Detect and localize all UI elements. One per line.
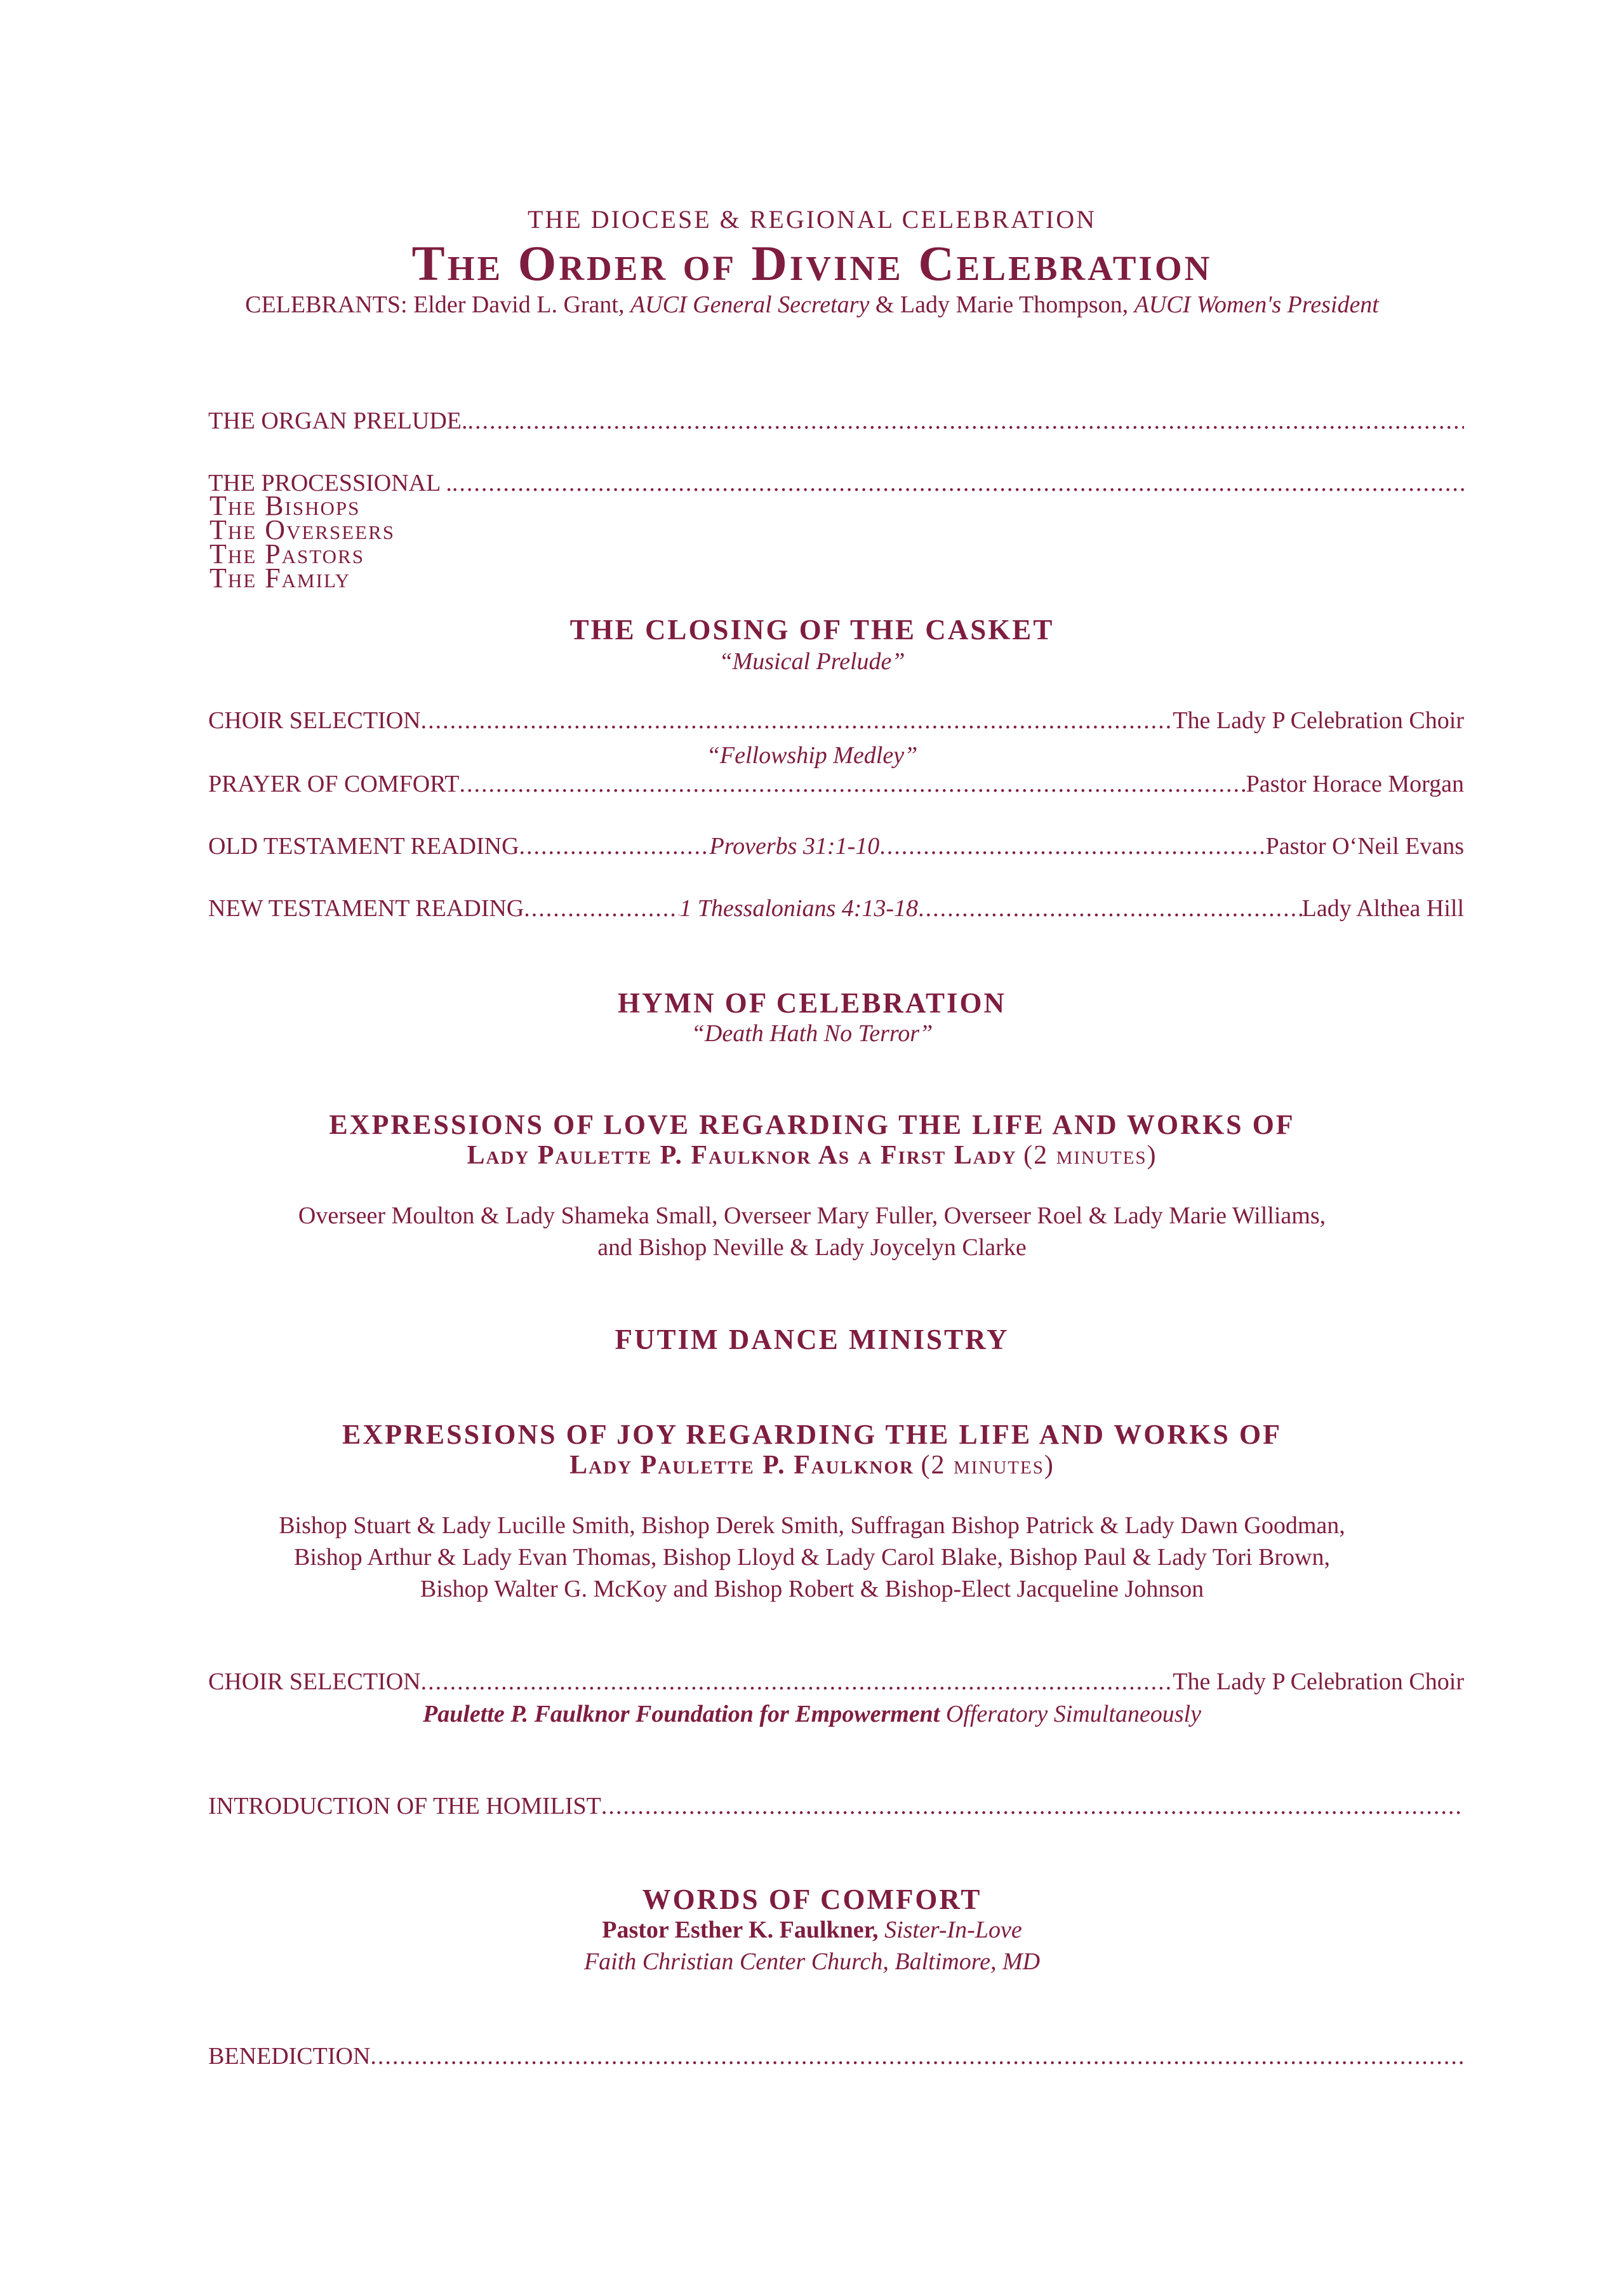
nt-passage: 1 Thessalonians 4:13-18 — [679, 895, 919, 922]
dot-leader — [452, 471, 1464, 495]
choir-selection-label: CHOIR SELECTION — [208, 707, 421, 734]
processional-list — [210, 490, 396, 594]
comfort-church: Faith Christian Center Church, Baltimore, MD — [583, 1948, 1041, 1975]
offertory-note: Offeratory Simultaneously — [945, 1701, 1201, 1727]
joy-speakers-line: Bishop Arthur & Lady Evan Thomas, Bishop Lloyd & Lady Carol Blake, Bishop Paul & Lady Tori Brown, — [294, 1544, 1330, 1571]
dot-leader — [467, 409, 1464, 433]
new-testament-row — [208, 896, 1464, 921]
processional-row — [208, 471, 1464, 495]
ot-reader: Pastor O‘Neil Evans — [1265, 833, 1464, 860]
choir-selection-title: “Fellowship Medley” — [706, 742, 918, 769]
benediction-row — [208, 2044, 1464, 2068]
love-subheading — [0, 1140, 1624, 1171]
dot-leader — [879, 834, 1265, 858]
joy-heading: EXPRESSIONS OF JOY REGARDING THE LIFE AND WORKS OF — [342, 1419, 1282, 1450]
words-of-comfort-heading: WORDS OF COMFORT — [642, 1884, 982, 1915]
dot-leader — [524, 896, 679, 921]
dot-leader — [601, 1794, 1464, 1818]
old-testament-row — [208, 834, 1464, 858]
hymn-title: “Death Hath No Terror” — [691, 1020, 933, 1047]
organ-prelude-label: THE ORGAN PRELUDE. — [208, 408, 468, 434]
joy-speakers-line: Bishop Stuart & Lady Lucille Smith, Bishop Derek Smith, Suffragan Bishop Patrick & Lady Dawn Goodman, — [279, 1512, 1345, 1539]
ot-label: OLD TESTAMENT READING — [208, 833, 519, 860]
prayer-of-comfort-row — [208, 772, 1464, 796]
processional-item: The Family — [210, 562, 351, 594]
dot-leader — [519, 834, 710, 858]
dot-leader — [459, 772, 1246, 796]
love-speakers-line: and Bishop Neville & Lady Joycelyn Clarke — [597, 1234, 1027, 1261]
choir-selection-2-row — [208, 1670, 1464, 1694]
love-speakers — [0, 1200, 1624, 1263]
prayer-label: PRAYER OF COMFORT — [208, 771, 460, 797]
processional-item: The Overseers — [210, 514, 396, 545]
homilist-label: INTRODUCTION OF THE HOMILIST — [208, 1793, 601, 1819]
joy-speakers-line: Bishop Walter G. McKoy and Bishop Robert & Bishop-Elect Jacqueline Johnson — [420, 1576, 1204, 1602]
processional-label: THE PROCESSIONAL . — [208, 470, 452, 496]
celebrant-2-role: AUCI Women's President — [1134, 291, 1379, 318]
celebrant-1-name: Elder David L. Grant, — [413, 291, 625, 318]
dot-leader — [918, 896, 1302, 921]
processional-item: The Bishops — [210, 490, 361, 521]
celebrant-2-name: Lady Marie Thompson, — [900, 291, 1129, 318]
celebrants-amp: & — [875, 291, 895, 318]
love-duration: (2 minutes) — [1023, 1141, 1157, 1170]
program-title: The Order of Divine Celebration — [411, 236, 1213, 291]
comfort-speaker-line — [0, 1916, 1624, 1944]
joy-honoree: Lady Paulette P. Faulknor — [569, 1451, 914, 1480]
celebrants-label: CELEBRANTS: — [245, 291, 408, 318]
hymn-heading: HYMN OF CELEBRATION — [617, 987, 1007, 1019]
diocese-kicker: THE DIOCESE & REGIONAL CELEBRATION — [527, 205, 1096, 234]
choir-selection-2-label: CHOIR SELECTION — [208, 1668, 421, 1695]
comfort-speaker: Pastor Esther K. Faulkner, — [602, 1917, 879, 1943]
foundation-name: Paulette P. Faulknor Foundation for Empowerment — [423, 1701, 940, 1727]
prayer-speaker: Pastor Horace Morgan — [1246, 771, 1464, 797]
ot-passage: Proverbs 31:1-10 — [709, 833, 880, 860]
comfort-relation: Sister-In-Love — [884, 1917, 1022, 1943]
celebrant-1-role: AUCI General Secretary — [630, 291, 870, 318]
love-heading: EXPRESSIONS OF LOVE REGARDING THE LIFE AND WORKS OF — [329, 1109, 1295, 1140]
homilist-row — [208, 1794, 1464, 1818]
dance-ministry-heading: FUTIM DANCE MINISTRY — [615, 1324, 1009, 1355]
love-honoree: Lady Paulette P. Faulknor As a First Lady — [467, 1141, 1017, 1170]
celebrants-line — [0, 291, 1624, 319]
processional-item: The Pastors — [210, 538, 364, 569]
choir-selection-performer: The Lady P Celebration Choir — [1173, 707, 1464, 734]
closing-casket-sub: “Musical Prelude” — [719, 648, 905, 675]
dot-leader — [421, 708, 1173, 733]
dot-leader — [370, 2044, 1464, 2068]
organ-prelude-row — [208, 409, 1464, 433]
nt-label: NEW TESTAMENT READING — [208, 895, 524, 922]
choir-selection-row — [208, 708, 1464, 733]
closing-casket-heading: THE CLOSING OF THE CASKET — [569, 614, 1055, 646]
joy-subheading — [0, 1450, 1624, 1480]
benediction-label: BENEDICTION — [208, 2043, 371, 2070]
joy-speakers — [0, 1510, 1624, 1605]
nt-reader: Lady Althea Hill — [1301, 895, 1464, 922]
love-speakers-line: Overseer Moulton & Lady Shameka Small, Overseer Mary Fuller, Overseer Roel & Lady Marie Williams, — [298, 1202, 1326, 1229]
choir-selection-2-performer: The Lady P Celebration Choir — [1173, 1668, 1464, 1695]
joy-duration: (2 minutes) — [921, 1451, 1055, 1480]
dot-leader — [421, 1670, 1173, 1694]
offertory-line — [0, 1700, 1624, 1728]
